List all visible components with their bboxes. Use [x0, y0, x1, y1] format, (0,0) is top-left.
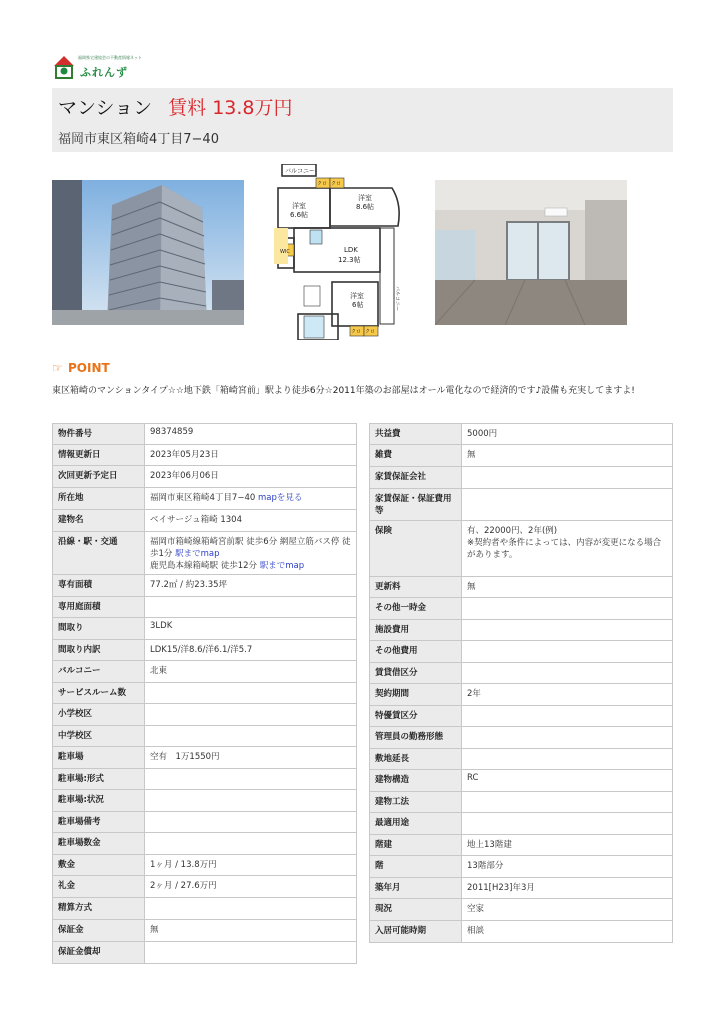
field-value	[462, 424, 673, 445]
field-value-text: 2年	[467, 689, 481, 699]
field-value-text: 福岡市東区箱崎4丁目7−40	[150, 493, 256, 503]
table-row	[53, 618, 357, 640]
table-row	[53, 876, 357, 898]
field-label: 敷金	[53, 855, 145, 876]
field-label: 小学校区	[53, 704, 145, 726]
field-value	[145, 833, 357, 855]
table-row	[370, 899, 673, 921]
field-value	[462, 921, 673, 943]
table-row	[53, 661, 357, 683]
field-label: 現況	[370, 899, 462, 921]
field-value	[145, 920, 357, 942]
table-row	[370, 445, 673, 467]
table-row	[53, 575, 357, 597]
field-value	[145, 942, 357, 964]
field-label: 階	[370, 856, 462, 878]
field-value	[462, 521, 673, 577]
pointing-hand-icon: ☞	[52, 361, 63, 375]
fp-closet-4: クロ	[365, 329, 376, 335]
field-value-text: 2011[H23]年3月	[467, 883, 535, 893]
field-label: 駐車場備考	[53, 812, 145, 833]
field-value-text: 13階部分	[467, 861, 504, 871]
field-label: 駐車場:形式	[53, 769, 145, 790]
field-label: その他一時金	[370, 598, 462, 620]
field-label: 賃貸借区分	[370, 663, 462, 684]
field-label: 敷地延長	[370, 749, 462, 770]
field-value	[462, 899, 673, 921]
access-route: 福岡市箱崎線箱崎宮前駅 徒歩6分 網屋立筋バス停 徒歩1分	[150, 537, 351, 559]
room-photo[interactable]	[435, 180, 627, 325]
field-label: バルコニー	[53, 661, 145, 683]
floor-plan[interactable]	[270, 164, 406, 340]
field-label: 専用庭面積	[53, 597, 145, 618]
table-row	[370, 835, 673, 856]
field-value	[145, 790, 357, 812]
table-row	[53, 597, 357, 618]
field-value	[145, 812, 357, 833]
fp-wic: WIC	[280, 249, 290, 255]
table-row	[53, 510, 357, 532]
station-map-link[interactable]: 駅までmap	[175, 549, 220, 559]
field-label: 家賃保証・保証費用等	[370, 489, 462, 521]
fp-room2-label: 洋室	[358, 194, 372, 202]
field-value	[145, 747, 357, 769]
field-label: 最適用途	[370, 813, 462, 835]
property-type: マンション	[58, 97, 153, 119]
title-box	[52, 88, 673, 152]
fp-closet-1: クロ	[317, 181, 328, 187]
field-value	[462, 706, 673, 727]
field-value	[145, 510, 357, 532]
field-value-text: 無	[467, 450, 476, 460]
field-value	[145, 898, 357, 920]
table-row	[53, 898, 357, 920]
table-row	[53, 747, 357, 769]
field-value-text: 空家	[467, 904, 485, 914]
field-label: 間取り	[53, 618, 145, 640]
field-label: 家賃保証会社	[370, 467, 462, 489]
field-value	[462, 663, 673, 684]
field-value-text: 1ヶ月 / 13.8万円	[150, 860, 217, 870]
table-row	[53, 942, 357, 964]
table-row	[370, 684, 673, 706]
table-row	[370, 521, 673, 577]
field-value	[462, 445, 673, 467]
field-value	[462, 813, 673, 835]
field-label: 所在地	[53, 488, 145, 510]
field-value	[145, 488, 357, 510]
field-value	[145, 445, 357, 466]
field-label: 次回更新予定日	[53, 466, 145, 488]
field-value-text: 有、22000円、2年(例) ※契約者や条件によっては、内容が変更になる場合があります。	[467, 526, 662, 560]
field-label: 建物工法	[370, 792, 462, 813]
field-value	[145, 704, 357, 726]
field-value-text: 無	[150, 925, 159, 935]
field-label: 更新料	[370, 577, 462, 598]
field-label: 施設費用	[370, 620, 462, 641]
table-row	[370, 424, 673, 445]
field-value-text: 5000円	[467, 429, 498, 439]
field-label: 保証金償却	[53, 942, 145, 964]
page-title	[58, 96, 667, 120]
field-value	[462, 749, 673, 770]
table-row	[370, 706, 673, 727]
field-label: 中学校区	[53, 726, 145, 747]
fp-room3-size: 6帖	[352, 301, 364, 309]
field-value	[462, 577, 673, 598]
field-value	[462, 467, 673, 489]
field-label: 専有面積	[53, 575, 145, 597]
field-value	[462, 641, 673, 663]
logo-brand: ふれんず	[80, 66, 128, 79]
table-row	[53, 640, 357, 661]
point-heading-label: POINT	[68, 361, 110, 375]
table-row	[370, 620, 673, 641]
table-row	[53, 424, 357, 445]
field-label: 雑費	[370, 445, 462, 467]
table-row	[370, 598, 673, 620]
table-row	[53, 704, 357, 726]
field-value-text: 2023年05月23日	[150, 450, 219, 460]
field-value-text: 無	[467, 582, 476, 592]
field-value-text: 2ヶ月 / 27.6万円	[150, 881, 217, 891]
field-value	[462, 835, 673, 856]
building-photo[interactable]	[52, 180, 244, 325]
field-value-text: 地上13階建	[467, 840, 512, 850]
field-label: 保証金	[53, 920, 145, 942]
field-label: 駐車場	[53, 747, 145, 769]
station-map-link[interactable]: 駅までmap	[259, 561, 305, 571]
access-route: 鹿児島本線箱崎駅 徒歩12分	[150, 561, 260, 571]
house-logo-icon	[52, 54, 76, 80]
table-row	[53, 683, 357, 704]
floor-plan-drawing	[270, 164, 406, 340]
field-label: 精算方式	[53, 898, 145, 920]
building-image	[52, 180, 244, 325]
point-heading	[52, 361, 110, 375]
fp-room3-label: 洋室	[350, 292, 364, 300]
table-row	[53, 466, 357, 488]
table-row	[370, 727, 673, 749]
field-label: その他費用	[370, 641, 462, 663]
field-label: 入居可能時期	[370, 921, 462, 943]
field-label: 間取り内訳	[53, 640, 145, 661]
room-interior-image	[435, 180, 627, 325]
field-value	[145, 855, 357, 876]
field-value	[145, 575, 357, 597]
field-value	[145, 466, 357, 488]
fp-room1-label: 洋室	[292, 202, 306, 210]
table-row	[370, 577, 673, 598]
field-value-text: 3LDK	[150, 621, 173, 631]
field-value	[462, 489, 673, 521]
table-row	[370, 663, 673, 684]
table-row	[53, 833, 357, 855]
table-row	[53, 445, 357, 466]
field-value	[145, 683, 357, 704]
field-label: サービスルーム数	[53, 683, 145, 704]
property-details-table-left	[52, 423, 357, 964]
field-value	[145, 640, 357, 661]
field-value	[145, 876, 357, 898]
fp-room1-size: 6.6帖	[290, 211, 309, 219]
field-value	[462, 684, 673, 706]
field-value	[462, 856, 673, 878]
field-label: 礼金	[53, 876, 145, 898]
rent-price: 賃料 13.8万円	[168, 97, 293, 119]
field-value	[145, 769, 357, 790]
fp-ldk-size: 12.3帖	[338, 256, 361, 264]
field-value-text: 空有 1万1550円	[150, 752, 220, 762]
property-details-table-right	[369, 423, 673, 943]
field-value-text: 77.2㎡ / 約23.35坪	[150, 580, 228, 590]
table-row	[53, 769, 357, 790]
field-value	[462, 770, 673, 792]
field-value	[145, 597, 357, 618]
map-link[interactable]: mapを見る	[257, 493, 303, 503]
table-row	[370, 749, 673, 770]
table-row	[53, 855, 357, 876]
table-row	[53, 790, 357, 812]
field-label: 築年月	[370, 878, 462, 899]
fp-room2-size: 8.6帖	[356, 203, 375, 211]
fp-balcony-top: バルコニー	[285, 168, 316, 175]
field-value	[145, 532, 357, 575]
field-label: 保険	[370, 521, 462, 577]
field-label: 駐車場:状況	[53, 790, 145, 812]
field-value-text: 北東	[150, 666, 168, 676]
field-value	[462, 598, 673, 620]
point-description: 東区箱崎のマンションタイプ☆☆地下鉄「箱崎宮前」駅より徒歩6分☆2011年築のお部屋はオール電化なので経済的です♪設備も充実してますよ!	[52, 386, 635, 396]
field-value-text: ベイサージュ箱崎 1304	[150, 515, 242, 525]
fp-ldk-label: LDK	[344, 246, 358, 254]
table-row	[53, 726, 357, 747]
fp-closet-2: クロ	[331, 181, 342, 187]
logo-tagline: 福岡県宅建協会の不動産情報ネット	[78, 55, 142, 60]
field-value	[462, 792, 673, 813]
field-label: 建物名	[53, 510, 145, 532]
site-logo[interactable]	[52, 52, 162, 82]
field-value	[145, 424, 357, 445]
table-row	[370, 792, 673, 813]
table-row	[53, 532, 357, 575]
field-label: 建物構造	[370, 770, 462, 792]
field-label: 共益費	[370, 424, 462, 445]
field-value-text: RC	[467, 773, 479, 783]
field-value-text: LDK15/洋8.6/洋6.1/洋5.7	[150, 645, 253, 655]
field-label: 情報更新日	[53, 445, 145, 466]
field-value-text: 2023年06月06日	[150, 471, 219, 481]
field-label: 物件番号	[53, 424, 145, 445]
field-label: 特優賃区分	[370, 706, 462, 727]
table-row	[370, 489, 673, 521]
fp-closet-3: クロ	[351, 329, 362, 335]
table-row	[370, 467, 673, 489]
field-value	[145, 726, 357, 747]
table-row	[370, 770, 673, 792]
table-row	[370, 878, 673, 899]
table-row	[370, 641, 673, 663]
field-label: 管理員の勤務形態	[370, 727, 462, 749]
field-label: 駐車場数金	[53, 833, 145, 855]
field-value	[462, 620, 673, 641]
field-label: 階建	[370, 835, 462, 856]
table-row	[53, 488, 357, 510]
field-value-text: 98374859	[150, 427, 194, 437]
table-row	[370, 856, 673, 878]
field-label: 契約期間	[370, 684, 462, 706]
field-label: 沿線・駅・交通	[53, 532, 145, 575]
field-value	[145, 618, 357, 640]
property-address: 福岡市東区箱崎4丁目7−40	[58, 132, 219, 147]
field-value	[462, 878, 673, 899]
table-row	[370, 813, 673, 835]
table-row	[53, 920, 357, 942]
field-value-text: 相談	[467, 926, 485, 936]
table-row	[370, 921, 673, 943]
fp-balcony-side: バルコニー	[394, 286, 400, 312]
table-row	[53, 812, 357, 833]
field-value	[145, 661, 357, 683]
field-value	[462, 727, 673, 749]
